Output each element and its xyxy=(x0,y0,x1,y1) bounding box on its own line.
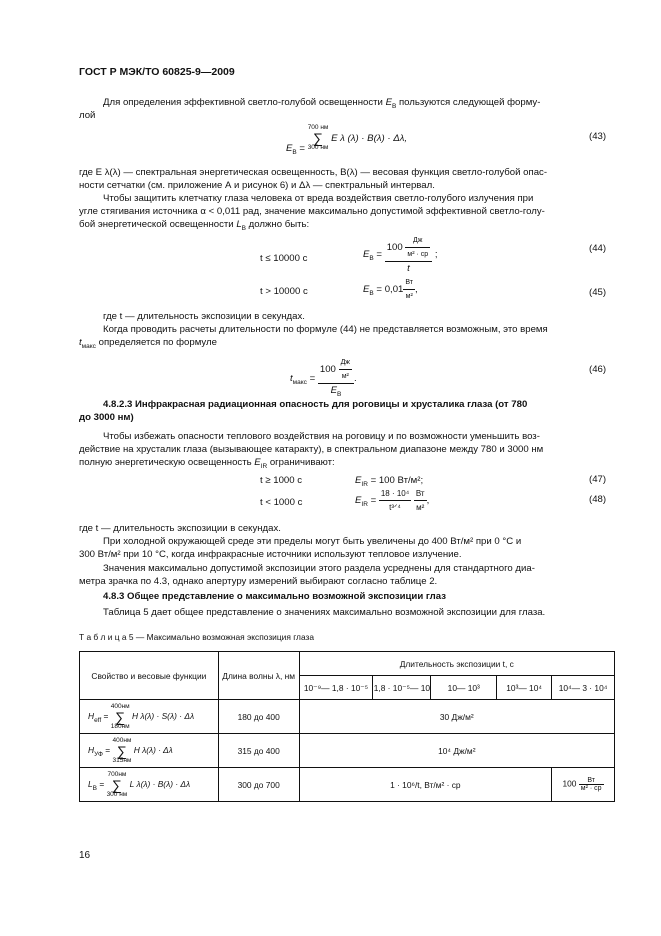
duration-cell: 10³— 10⁴ xyxy=(497,676,552,700)
paragraph-protect: Чтобы защитить клетчатку глаза человека от вреда воздействия светло-голубого излучения при xyxy=(103,193,534,204)
sum-lower: 300 нм xyxy=(307,144,329,151)
tail: , xyxy=(415,284,418,296)
unit-fraction xyxy=(414,487,427,514)
paragraph-line: действие на хрусталик глаза (вызывающее катаракту), в спектральном диапазоне между 780 и 3000 нм xyxy=(79,444,544,455)
paragraph-tmax: Когда проводить расчеты длительности по формуле (44) не представляется возможным, это время xyxy=(103,324,548,335)
eq-lhs-sub: макс xyxy=(292,378,307,386)
var: t xyxy=(79,337,82,348)
fraction xyxy=(318,356,354,401)
wavelength-cell: 300 до 700 xyxy=(218,768,299,802)
equation-43: $E_B$ = 700 нм ∑ 300 нм E λ (λ) · B(λ) · Δλ, xyxy=(286,124,408,156)
eq-lhs: E xyxy=(363,284,370,296)
paragraph-line: ности сетчатки (см. приложение А и рисунок 6) и Δλ — спектральный интервал. xyxy=(79,180,435,191)
summation-symbol: 400нм ∑ 315нм xyxy=(112,736,132,764)
sub: B xyxy=(391,102,397,110)
table-caption: Т а б л и ц а 5 — Максимально возможная экспозиция глаза xyxy=(79,632,315,642)
unit-top: Вт xyxy=(579,777,604,785)
text: пользуются следующей форму- xyxy=(396,97,541,108)
paragraph-where-t2: где t — длительность экспозиции в секундах. xyxy=(79,523,281,534)
eq-lhs: t xyxy=(290,372,293,384)
var: E xyxy=(254,457,261,468)
tail: . xyxy=(354,372,357,384)
table-row xyxy=(80,734,615,768)
value-cell-last xyxy=(552,768,615,802)
text: ограничивают: xyxy=(267,457,335,468)
sum-lower: 315нм xyxy=(112,756,132,764)
property-cell: $H_{УФ}$ = 400нм ∑ 315нм H λ(λ) · Δλ xyxy=(80,734,219,768)
duration-cell: 10⁴— 3 · 10⁴ xyxy=(552,676,615,700)
value-cell: 30 Дж/м² xyxy=(299,700,614,734)
wavelength-cell: 180 до 400 xyxy=(218,700,299,734)
header-property: Свойство и весовые функции xyxy=(80,652,219,700)
tail: ; xyxy=(434,249,438,261)
equation-44-condition: t ≤ 10000 с xyxy=(260,253,308,264)
coef: 100 xyxy=(386,242,403,254)
wavelength-cell: 315 до 400 xyxy=(218,734,299,768)
text: Для определения эффективной светло-голубой освещенности xyxy=(103,97,386,108)
lhs: L xyxy=(88,778,93,789)
summation-symbol: 400нм ∑ 180нм xyxy=(110,702,130,730)
paragraph-cold: При холодной окружающей среде эти пределы могут быть увеличены до 400 Вт/м² при 0 °С и xyxy=(103,536,522,547)
eq-lhs-sub: IR xyxy=(361,500,368,508)
text: должно быть: xyxy=(246,219,310,230)
paragraph-table5-intro: Таблица 5 дает общее представление о значениях максимально возможной экспозиции для глаза. xyxy=(103,607,546,618)
unit-top: Вт xyxy=(414,487,427,501)
eq-lhs: E xyxy=(363,249,370,261)
equation-number: (47) xyxy=(589,474,607,485)
var: E xyxy=(385,97,392,108)
paragraph-line xyxy=(79,336,615,353)
unit-top: Дж xyxy=(405,234,430,248)
fraction xyxy=(385,234,432,275)
summation-symbol: 700 нм ∑ 300 нм xyxy=(307,124,329,151)
equation-number: (44) xyxy=(589,243,607,254)
equation-46: $t_{макс}$ = 100 $\frac{Дж}{\text{м²}}$ $E_B$ . xyxy=(290,356,357,401)
eq-lhs-sub: B xyxy=(292,148,297,156)
den: t xyxy=(407,263,410,274)
unit-fraction xyxy=(579,777,604,792)
paragraph-averaged: Значения максимально допустимой экспозиции этого раздела усреднены для стандартного диа- xyxy=(103,563,535,574)
value-cell: 10⁴ Дж/м² xyxy=(299,734,614,768)
paragraph-line: метра зрачка по 4.3, однако апертуру измерений выбирают согласно таблице 2. xyxy=(79,576,438,587)
table-header-row xyxy=(80,652,615,676)
sub: IR xyxy=(260,462,268,470)
fraction xyxy=(379,487,411,514)
text: бой энергетической освещенности xyxy=(79,219,237,230)
table-5 xyxy=(79,651,615,802)
den: E xyxy=(330,385,337,396)
table-row xyxy=(80,768,615,802)
coef: 100 xyxy=(319,364,336,376)
equation-48: $E_{IR}$ = $\frac{\text{18 · 10⁴}}{\text{t³ᐟ⁴}}$ $\frac{Вт}{\text{м²}}$ , xyxy=(355,489,430,512)
text: полную энергетическую освещенность xyxy=(79,457,255,468)
equation-48-condition: t < 1000 с xyxy=(260,497,303,508)
value-cell: 1 · 10⁶/t, Вт/м² · ср xyxy=(299,768,551,802)
table-row xyxy=(80,700,615,734)
frac-numerator xyxy=(318,356,354,384)
unit-fraction xyxy=(405,234,430,261)
den-sub: B xyxy=(336,390,342,398)
equation-number: (45) xyxy=(589,287,607,298)
paragraph-ir: Чтобы избежать опасности теплового воздействия на роговицу и по возможности уменьшить воз- xyxy=(103,431,540,442)
section-title-4823: 4.8.2.3 Инфракрасная радиационная опасность для роговицы и хрусталика глаза (от 780 xyxy=(103,399,528,410)
text: определяется по формуле xyxy=(95,337,217,348)
coef: 100 xyxy=(562,778,577,789)
property-cell: $L_B$ = 700нм ∑ 300 нм L λ(λ) · B(λ) · Δλ xyxy=(80,768,219,802)
unit-bot: м² xyxy=(405,293,413,300)
sum-lower: 180нм xyxy=(110,722,130,730)
unit-bot: м² · ср xyxy=(580,785,602,792)
section-title-483: 4.8.3 Общее представление о максимально возможной экспозиции глаз xyxy=(103,591,446,602)
lhs: H xyxy=(88,710,95,721)
frac-denominator xyxy=(385,262,432,275)
duration-cell: 10⁻⁹— 1,8 · 10⁻⁵ xyxy=(299,676,373,700)
duration-cell: 10— 10³ xyxy=(431,676,497,700)
sum-upper: 400нм xyxy=(112,736,132,744)
summation-symbol: 700нм ∑ 300 нм xyxy=(106,770,128,798)
document-header: ГОСТ Р МЭК/ТО 60825-9—2009 xyxy=(79,66,235,78)
lhs-sub: B xyxy=(92,784,98,792)
formula-body: H λ(λ) · Δλ xyxy=(133,744,173,755)
sub: макс xyxy=(81,342,96,350)
lhs: H xyxy=(88,744,95,755)
sum-upper: 700нм xyxy=(107,770,127,778)
duration-cell: 1,8 · 10⁻⁵— 10 xyxy=(373,676,431,700)
lhs-sub: УФ xyxy=(94,750,103,758)
eq-lhs-sub: B xyxy=(369,289,374,297)
formula-body: H λ(λ) · S(λ) · Δλ xyxy=(131,710,195,721)
lhs-sub: eff xyxy=(94,716,102,724)
page-number: 16 xyxy=(79,850,91,861)
eq-rhs: = 100 Вт/м²; xyxy=(370,475,424,486)
var: L xyxy=(236,219,242,230)
paragraph-line: угле стягивания источника α < 0,011 рад, значение максимально допустимой эффективной светло-голу- xyxy=(79,206,545,217)
eq-lhs: E xyxy=(355,495,362,507)
unit-top: Вт xyxy=(403,276,415,290)
eq-lhs-sub: IR xyxy=(361,480,368,488)
paragraph-line xyxy=(79,456,615,473)
frac-numerator xyxy=(385,234,432,262)
eq-lhs-sub: B xyxy=(369,254,374,262)
sum-lower: 300 нм xyxy=(106,790,128,798)
equation-44: $E_B$ = 100 $\frac{Дж}{\text{м² · ср}}$ t ; xyxy=(363,234,437,275)
section-title-line: до 3000 нм) xyxy=(79,412,134,423)
paragraph-where-t: где t — длительность экспозиции в секундах. xyxy=(103,311,305,322)
eq-lhs: E xyxy=(355,475,362,486)
unit-bot: м² · ср xyxy=(407,251,429,258)
equation-47-condition: t ≥ 1000 с xyxy=(260,475,303,486)
unit-fraction xyxy=(339,356,352,383)
frac-denominator: t³ᐟ⁴ xyxy=(389,503,401,512)
header-wavelength: Длина волны λ, нм xyxy=(218,652,299,700)
unit-bot: м² xyxy=(341,373,349,380)
paragraph-effective-blue xyxy=(79,96,615,113)
frac-numerator: 18 · 10⁴ xyxy=(379,487,411,501)
paragraph-line: 300 Вт/м² при 10 °С, когда инфракрасные источники используют тепловое излучение. xyxy=(79,549,462,560)
coef: 0,01 xyxy=(384,284,404,296)
formula-body: L λ(λ) · B(λ) · Δλ xyxy=(129,778,191,789)
sum-upper: 400нм xyxy=(110,702,130,710)
equation-45: $E_B = 0,01$ $\frac{Вт}{\text{м²}}$ , xyxy=(363,276,418,303)
eq-body: E λ (λ) · B(λ) · Δλ, xyxy=(331,132,408,144)
equation-45-condition: t > 10000 с xyxy=(260,286,308,297)
header-duration: Длительность экспозиции t, с xyxy=(299,652,614,676)
paragraph-line xyxy=(79,218,615,235)
unit-fraction xyxy=(403,276,415,303)
paragraph-line: лой xyxy=(79,110,96,121)
unit-top: Дж xyxy=(339,356,352,370)
sub: B xyxy=(241,224,246,232)
tail: , xyxy=(426,495,430,507)
eq-lhs: E xyxy=(286,142,293,154)
unit-bot: м² xyxy=(416,503,425,512)
sum-upper: 700 нм xyxy=(307,124,329,131)
paragraph-where: где E λ(λ) — спектральная энергетическая освещенность, B(λ) — весовая функция светло-голубой опас- xyxy=(79,167,548,178)
equation-number: (46) xyxy=(589,364,607,375)
equation-number: (43) xyxy=(589,131,607,142)
property-cell: $H_{eff}$ = 400нм ∑ 180нм H λ(λ) · S(λ) · Δλ xyxy=(80,700,219,734)
equation-number: (48) xyxy=(589,494,607,505)
